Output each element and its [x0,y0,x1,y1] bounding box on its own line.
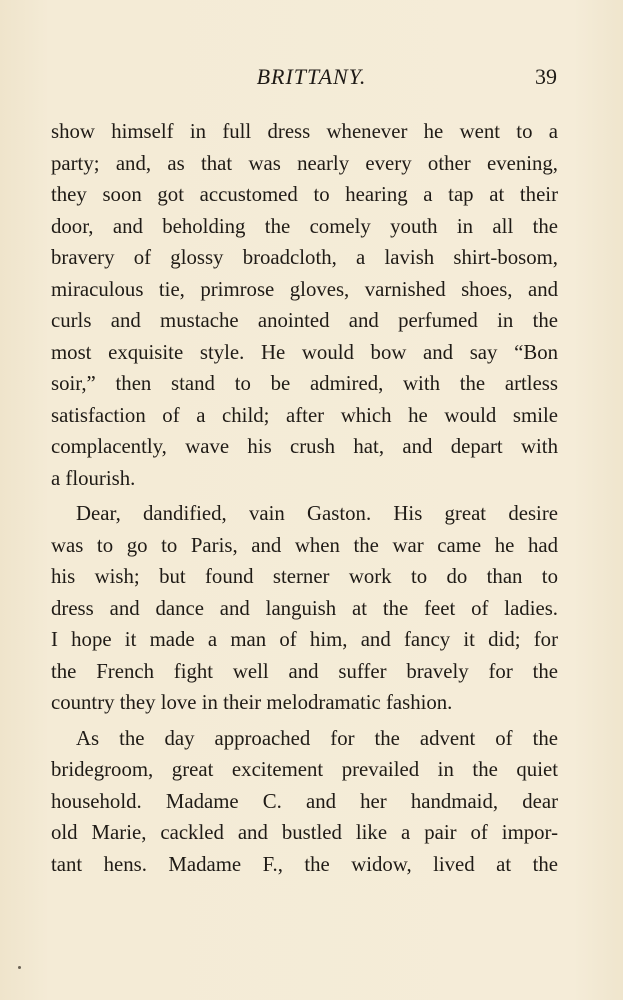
text-line: complacently, wave his crush hat, and depart with [51,435,558,458]
text-line: dress and dance and languish at the feet of ladies. [51,596,558,620]
text-line: they soon got accustomed to hearing a tap at their [51,183,558,206]
text-line: door, and beholding the comely youth in all the [51,214,558,238]
text-line: Dear, dandified, vain Gaston. His great desire [76,502,558,525]
text-line: the French fight well and suffer bravely for the [51,659,558,683]
body-text [51,116,558,880]
text-line: his wish; but found sterner work to do than to [51,565,558,588]
text-line: tant hens. Madame F., the widow, lived at the [51,852,558,876]
text-line: was to go to Paris, and when the war came he had [51,533,558,557]
running-title: BRITTANY. [256,64,367,89]
text-line: miraculous tie, primrose gloves, varnished shoes, and [51,277,558,301]
text-line: party; and, as that was nearly every other evening, [51,151,558,175]
paragraph-3 [51,723,558,881]
text-line: old Marie, cackled and bustled like a pair of impor- [51,821,558,844]
text-line: show himself in full dress whenever he went to a [51,120,558,143]
text-line: a flourish. [51,466,136,490]
text-line: bravery of glossy broadcloth, a lavish shirt-bosom, [51,246,558,269]
text-line: soir,” then stand to be admired, with the artless [51,372,558,395]
paragraph-2 [51,498,558,719]
page-number: 39 [535,64,557,89]
text-line: country they love in their melodramatic fashion. [51,691,453,714]
text-line: household. Madame C. and her handmaid, dear [51,789,558,813]
text-line: satisfaction of a child; after which he would smile [51,403,558,427]
page-speck [18,966,21,969]
paragraph-1 [51,116,558,494]
text-line: As the day approached for the advent of the [76,726,558,750]
text-line: bridegroom, great excitement prevailed in the quiet [51,758,558,781]
text-line: I hope it made a man of him, and fancy it did; for [51,628,558,651]
text-line: most exquisite style. He would bow and say “Bon [51,340,558,364]
text-line: curls and mustache anointed and perfumed in the [51,309,558,332]
